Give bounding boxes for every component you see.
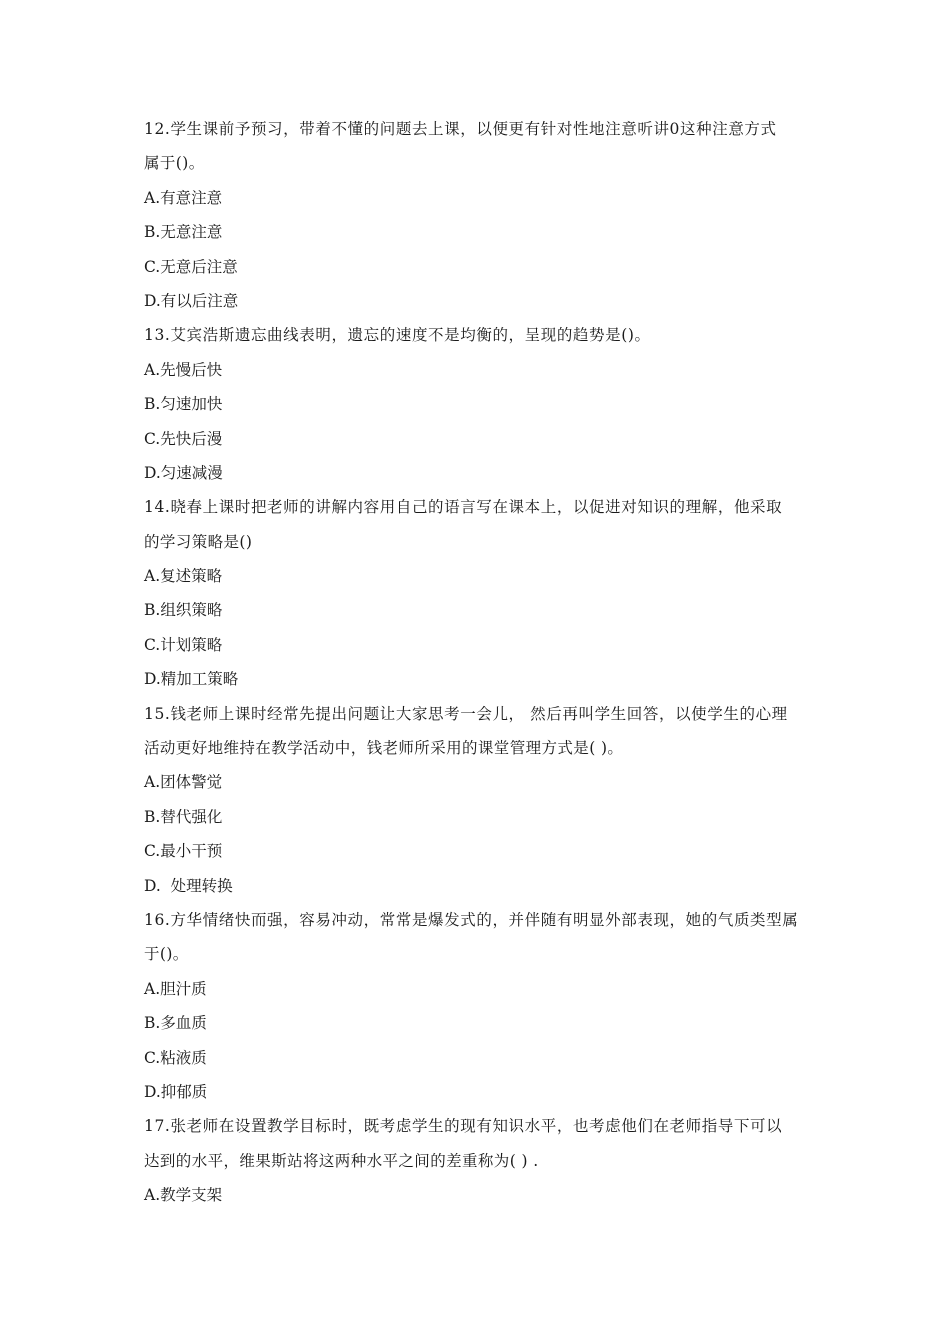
question-text: 13.艾宾浩斯遗忘曲线表明，遗忘的速度不是均衡的，呈现的趋势是()。 bbox=[144, 326, 651, 345]
option-d: D.匀速减漫 bbox=[144, 463, 223, 482]
option-d: D.抑郁质 bbox=[144, 1082, 208, 1101]
option-c: C.无意后注意 bbox=[144, 257, 238, 276]
option-b: B.组织策略 bbox=[144, 601, 223, 620]
question-17 bbox=[144, 1109, 814, 1212]
option-d: D.有以后注意 bbox=[144, 291, 239, 310]
question-16 bbox=[144, 903, 814, 1109]
question-text: 14.晓春上课时把老师的讲解内容用自己的语言写在课本上，以促进对知识的理解，他采取 bbox=[144, 498, 783, 517]
option-d: D. 处理转换 bbox=[144, 876, 233, 895]
option-b: B.多血质 bbox=[144, 1014, 207, 1033]
question-text: 达到的水平，维果斯站将这两种水平之间的差重称为( ) . bbox=[144, 1151, 539, 1170]
option-d: D.精加工策略 bbox=[144, 670, 239, 689]
option-c: C.先快后漫 bbox=[144, 429, 223, 448]
option-b: B.无意注意 bbox=[144, 223, 223, 242]
option-c: C.粘液质 bbox=[144, 1048, 207, 1067]
question-14 bbox=[144, 490, 814, 696]
option-b: B.替代强化 bbox=[144, 807, 223, 826]
option-c: C.计划策略 bbox=[144, 635, 223, 654]
question-13 bbox=[144, 318, 814, 490]
question-text: 属于()。 bbox=[144, 154, 205, 173]
question-text: 于()。 bbox=[144, 945, 189, 964]
question-text: 17.张老师在设置教学目标时，既考虑学生的现有知识水平，也考虑他们在老师指导下可以 bbox=[144, 1117, 783, 1136]
option-b: B.匀速加快 bbox=[144, 395, 223, 414]
question-12 bbox=[144, 112, 814, 318]
question-text: 活动更好地维持在教学活动中，钱老师所采用的课堂管理方式是( )。 bbox=[144, 739, 624, 758]
option-a: A.胆汁质 bbox=[144, 979, 207, 998]
document-page bbox=[144, 112, 814, 1213]
option-a: A.先慢后快 bbox=[144, 360, 223, 379]
option-a: A.教学支架 bbox=[144, 1186, 223, 1205]
question-text: 15.钱老师上课时经常先提出问题让大家思考一会儿， 然后再叫学生回答，以使学生的心理 bbox=[144, 704, 788, 723]
option-a: A.有意注意 bbox=[144, 188, 223, 207]
option-c: C.最小干预 bbox=[144, 842, 223, 861]
question-text: 的学习策略是() bbox=[144, 532, 253, 551]
option-a: A.复述策略 bbox=[144, 567, 223, 586]
question-text: 12.学生课前予预习，带着不懂的问题去上课，以便更有针对性地注意听讲0这种注意方式 bbox=[144, 120, 777, 138]
option-a: A.团体警觉 bbox=[144, 773, 223, 792]
question-15 bbox=[144, 697, 814, 903]
question-text: 16.方华情绪快而强，容易冲动，常常是爆发式的，并伴随有明显外部表现，她的气质类型属 bbox=[144, 910, 799, 929]
